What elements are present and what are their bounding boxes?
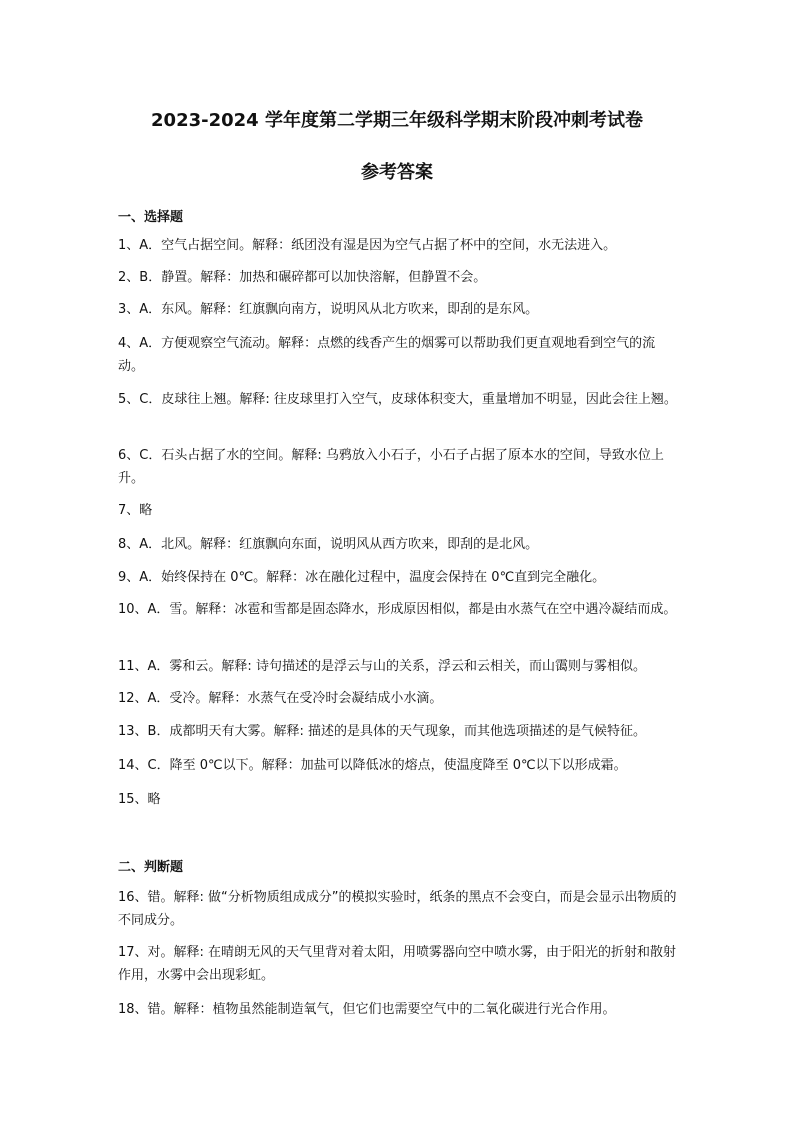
- answer-item-13: 13、B．成都明天有大雾。解释: 描述的是具体的天气现象，而其他选项描述的是气候特征。: [118, 724, 646, 739]
- answer-item-11: 11、A．雾和云。解释: 诗句描述的是浮云与山的关系，浮云和云相关，而山霭则与雾相似。: [118, 659, 646, 674]
- answer-item-5: 5、C．皮球往上翘。解释: 往皮球里打入空气，皮球体积变大，重量增加不明显，因此会往上翘。: [118, 392, 677, 407]
- section-heading-judgement: 二、判断题: [118, 860, 184, 875]
- answer-item-16: 16、错。解释: 做“分析物质组成成分”的模拟实验时，纸条的黑点不会变白，而是会显示出物质的不同成分。: [118, 890, 677, 928]
- answer-item-7: 7、略: [118, 503, 153, 518]
- answer-item-2: 2、B．静置。解释：加热和碾碎都可以加快溶解，但静置不会。: [118, 270, 487, 285]
- answer-item-17: 17、对。解释: 在晴朗无风的天气里背对着太阳，用喷雾器向空中喷水雾，由于阳光的折射和散射作用，水雾中会出现彩虹。: [118, 945, 677, 983]
- answer-item-9: 9、A．始终保持在 0℃。解释：冰在融化过程中，温度会保持在 0℃直到完全融化。: [118, 570, 606, 585]
- answer-item-10: 10、A．雪。解释：冰雹和雪都是固态降水，形成原因相似，都是由水蒸气在空中遇冷凝结而成。: [118, 602, 677, 617]
- document-subtitle: 参考答案: [361, 162, 433, 183]
- document-title: 2023-2024 学年度第二学期三年级科学期末阶段冲刺考试卷: [151, 110, 643, 131]
- answer-item-15: 15、略: [118, 792, 161, 807]
- answer-item-14: 14、C．降至 0℃以下。解释：加盐可以降低冰的熔点，使温度降至 0℃以下以形成霜。: [118, 758, 627, 773]
- answer-item-12: 12、A．受冷。解释：水蒸气在受冷时会凝结成小水滴。: [118, 691, 443, 706]
- answer-item-18: 18、错。解释：植物虽然能制造氧气，但它们也需要空气中的二氧化碳进行光合作用。: [118, 1002, 616, 1017]
- section-heading-choice: 一、选择题: [118, 210, 184, 225]
- answer-item-4: 4、A．方便观察空气流动。解释：点燃的线香产生的烟雾可以帮助我们更直观地看到空气的流动。: [118, 336, 656, 374]
- answer-item-3: 3、A．东风。解释：红旗飘向南方，说明风从北方吹来，即刮的是东风。: [118, 302, 539, 317]
- answer-item-8: 8、A．北风。解释：红旗飘向东面，说明风从西方吹来，即刮的是北风。: [118, 537, 539, 552]
- answer-item-6: 6、C．石头占据了水的空间。解释: 乌鸦放入小石子，小石子占据了原本水的空间，导致水位上升。: [118, 448, 664, 486]
- answer-item-1: 1、A．空气占据空间。解释：纸团没有湿是因为空气占据了杯中的空间，水无法进入。: [118, 238, 617, 253]
